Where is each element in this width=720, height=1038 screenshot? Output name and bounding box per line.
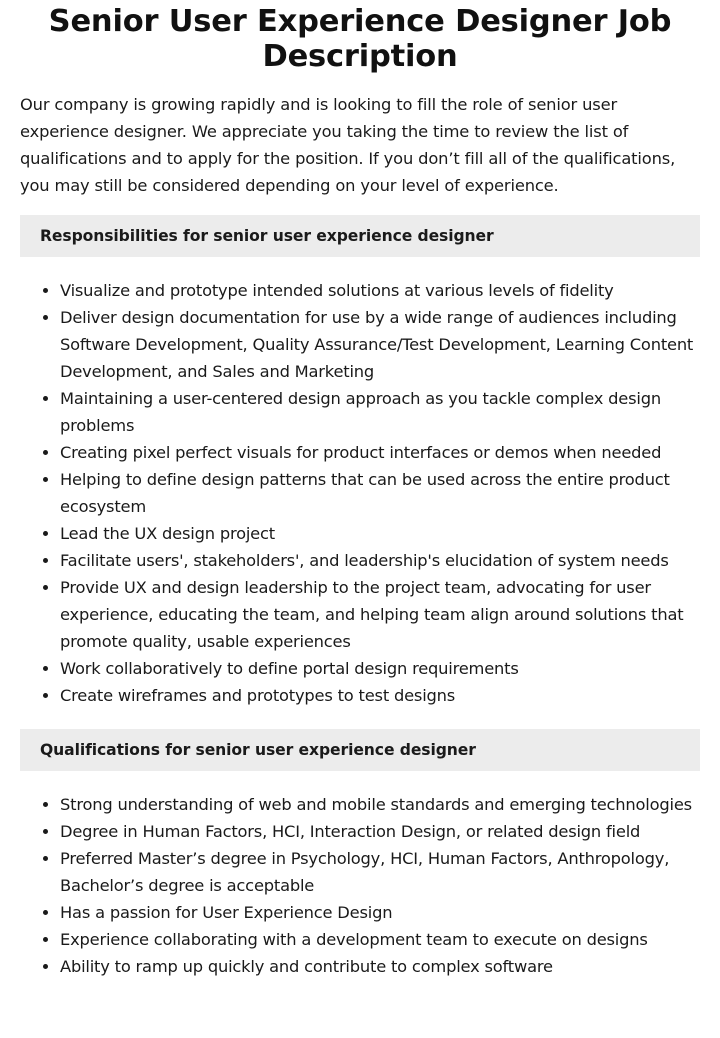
page-title: Senior User Experience Designer Job Description <box>48 4 672 74</box>
intro-paragraph: Our company is growing rapidly and is looking to fill the role of senior user experience designer. We appreciate you taking the time to review the list of qualifications and to apply for the position. If you don’t fill all of the qualifications, you may still be considered depending on your level of experience. <box>20 95 676 195</box>
list-item: Deliver design documentation for use by a wide range of audiences including Software Development, Quality Assurance/Test Development, Learning Content Development, and Sales and Marketing <box>60 304 700 385</box>
list-item: Strong understanding of web and mobile standards and emerging technologies <box>60 791 700 818</box>
list-item: Maintaining a user-centered design approach as you tackle complex design problems <box>60 385 700 439</box>
list-item: Create wireframes and prototypes to test designs <box>60 682 700 709</box>
list-item: Lead the UX design project <box>60 520 700 547</box>
list-item: Provide UX and design leadership to the project team, advocating for user experience, educating the team, and helping team align around solutions that promote quality, usable experiences <box>60 574 700 655</box>
list-item: Facilitate users', stakeholders', and leadership's elucidation of system needs <box>60 547 700 574</box>
job-description-page <box>0 4 720 1038</box>
list-item: Has a passion for User Experience Design <box>60 899 700 926</box>
qualifications-list <box>20 791 700 980</box>
list-item: Visualize and prototype intended solutions at various levels of fidelity <box>60 277 700 304</box>
list-item: Experience collaborating with a development team to execute on designs <box>60 926 700 953</box>
responsibilities-heading: Responsibilities for senior user experience designer <box>20 215 700 257</box>
list-item: Helping to define design patterns that can be used across the entire product ecosystem <box>60 466 700 520</box>
responsibilities-list <box>20 277 700 709</box>
list-item: Ability to ramp up quickly and contribute to complex software <box>60 953 700 980</box>
list-item: Creating pixel perfect visuals for product interfaces or demos when needed <box>60 439 700 466</box>
qualifications-heading: Qualifications for senior user experience designer <box>20 729 700 771</box>
list-item: Work collaboratively to define portal design requirements <box>60 655 700 682</box>
list-item: Preferred Master’s degree in Psychology, HCI, Human Factors, Anthropology, Bachelor’s degree is acceptable <box>60 845 700 899</box>
list-item: Degree in Human Factors, HCI, Interaction Design, or related design field <box>60 818 700 845</box>
